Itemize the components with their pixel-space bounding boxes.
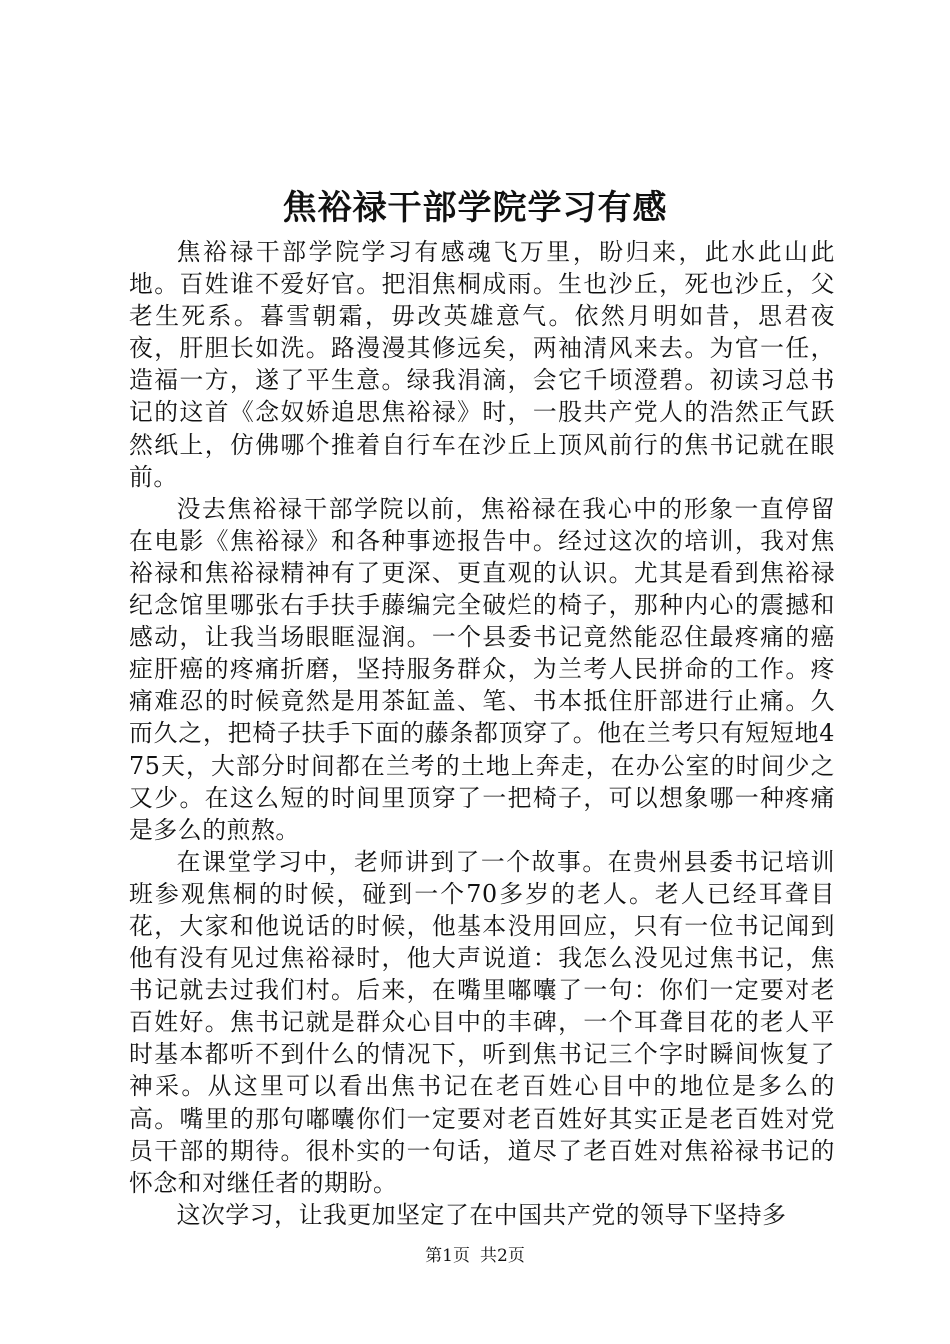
document-body (129, 236, 835, 1231)
paragraph: 没去焦裕禄干部学院以前，焦裕禄在我心中的形象一直停留在电影《焦裕禄》和各种事迹报告中。经过这次的培训，我对焦裕禄和焦裕禄精神有了更深、更直观的认识。尤其是看到焦裕禄纪念馆里哪张右手扶手藤编完全破烂的椅子，那种内心的震撼和感动，让我当场眼眶湿润。一个县委书记竟然能忍住最疼痛的癌症肝癌的疼痛折磨，坚持服务群众，为兰考人民拼命的工作。疼痛难忍的时候竟然是用茶缸盖、笔、书本抵住肝部进行止痛。久而久之，把椅子扶手下面的藤条都顶穿了。他在兰考只有短短地475天，大部分时间都在兰考的土地上奔走，在办公室的时间少之又少。在这么短的时间里顶穿了一把椅子，可以想象哪一种疼痛是多么的煎熬。 (129, 494, 835, 844)
paragraph: 焦裕禄干部学院学习有感魂飞万里，盼归来，此水此山此地。百姓谁不爱好官。把泪焦桐成雨。生也沙丘，死也沙丘，父老生死系。暮雪朝霜，毋改英雄意气。依然月明如昔，思君夜夜，肝胆长如洗。路漫漫其修远矣，两袖清风来去。为官一任，造福一方，遂了平生意。绿我涓滴，会它千顷澄碧。初读习总书记的这首《念奴娇追思焦裕禄》时，一股共产党人的浩然正气跃然纸上，仿佛哪个推着自行车在沙丘上顶风前行的焦书记就在眼前。 (129, 238, 835, 491)
page-footer (0, 1243, 950, 1269)
paragraph: 这次学习，让我更加坚定了在中国共产党的领导下坚持多 (176, 1200, 787, 1229)
page-total: 共2页 (480, 1246, 525, 1266)
document-title: 焦裕禄干部学院学习有感 (282, 188, 668, 228)
page-number: 第1页 (425, 1246, 470, 1266)
paragraph: 在课堂学习中，老师讲到了一个故事。在贵州县委书记培训班参观焦桐的时候，碰到一个70多岁的老人。老人已经耳聋目花，大家和他说话的时候，他基本没用回应，只有一位书记闻到他有没有见过焦裕禄时，他大声说道：我怎么没见过焦书记，焦书记就去过我们村。后来，在嘴里嘟囔了一句：你们一定要对老百姓好。焦书记就是群众心目中的丰碑，一个耳聋目花的老人平时基本都听不到什么的情况下，听到焦书记三个字时瞬间恢复了神采。从这里可以看出焦书记在老百姓心目中的地位是多么的高。嘴里的那句嘟囔你们一定要对老百姓好其实正是老百姓对党员干部的期待。很朴实的一句话，道尽了老百姓对焦裕禄书记的怀念和对继任者的期盼。 (129, 847, 835, 1197)
